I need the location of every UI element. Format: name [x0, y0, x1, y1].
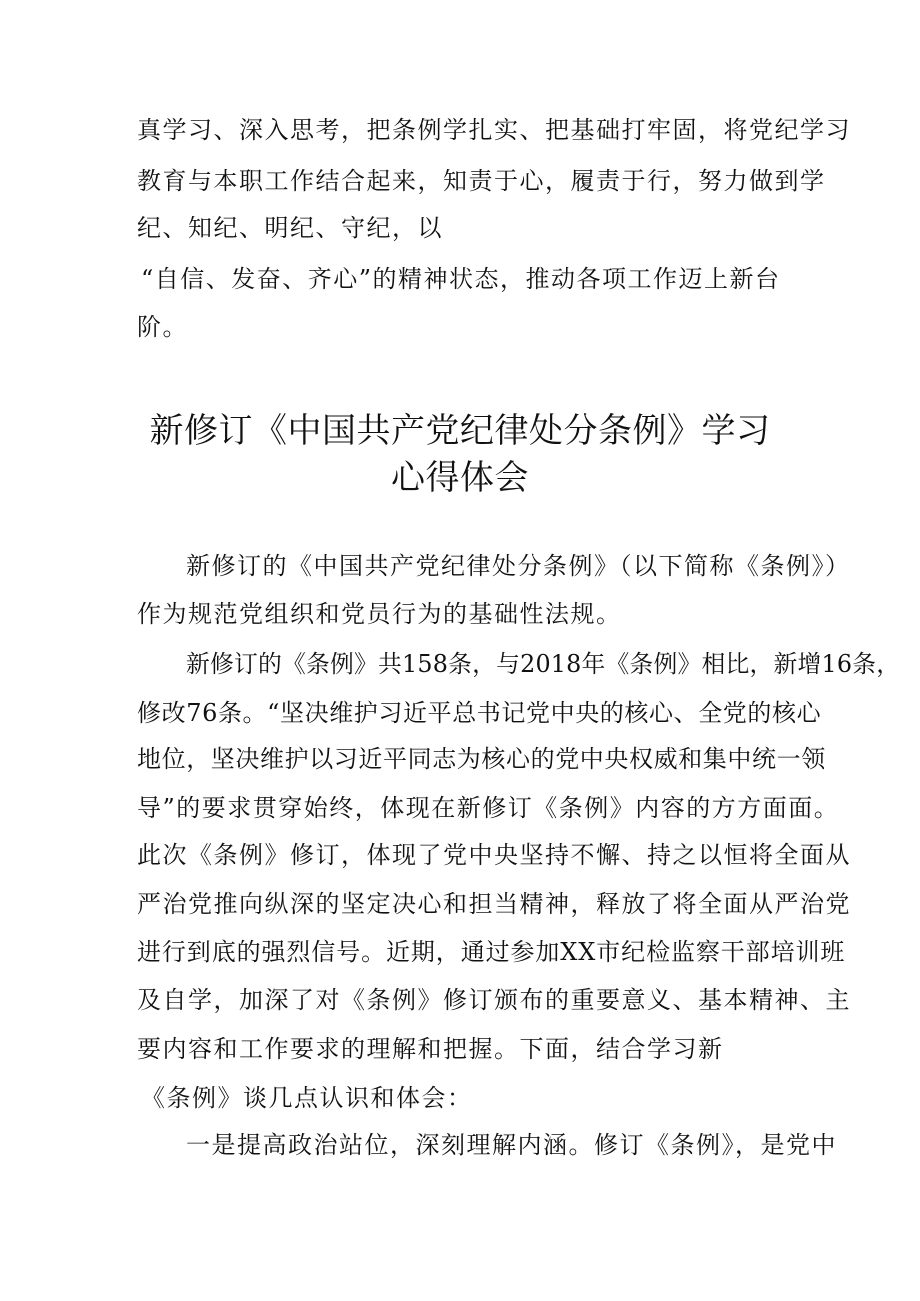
body-line-8: 严治党推向纵深的坚定决心和担当精神，释放了将全面从严治党 [137, 890, 851, 918]
body-line-2: 作为规范党组织和党员行为的基础性法规。 [137, 600, 622, 628]
page-title-line-1: 新修订《中国共产党纪律处分条例》学习 [149, 411, 771, 451]
body-line-12: 《条例》谈几点认识和体会： [141, 1084, 473, 1112]
body-line-11: 要内容和工作要求的理解和把握。下面，结合学习新 [137, 1035, 724, 1063]
body-line-13: 一是提高政治站位，深刻理解内涵。修订《条例》，是党中 [186, 1131, 837, 1159]
intro-line-3: 纪、知纪、明纪、守纪，以 [137, 214, 443, 242]
intro-line-5: 阶。 [137, 313, 188, 341]
body-line-10: 及自学，加深了对《条例》修订颁布的重要意义、基本精神、主 [137, 986, 851, 1014]
body-line-9: 进行到底的强烈信号。近期，通过参加XX市纪检监察干部培训班 [137, 938, 846, 966]
intro-line-4: “自信、发奋、齐心”的精神状态，推动各项工作迈上新台 [141, 265, 781, 293]
body-line-6: 导”的要求贯穿始终，体现在新修订《条例》内容的方方面面。 [137, 794, 840, 822]
body-line-3: 新修订的《条例》共158条，与2018年《条例》相比，新增16条， [186, 650, 901, 678]
body-line-5: 地位，坚决维护以习近平同志为核心的党中央权威和集中统一领 [137, 745, 826, 773]
body-line-1: 新修订的《中国共产党纪律处分条例》（以下简称《条例》） [186, 552, 851, 580]
body-line-7: 此次《条例》修订，体现了党中央坚持不懈、持之以恒将全面从 [137, 841, 851, 869]
intro-line-2: 教育与本职工作结合起来，知责于心，履责于行，努力做到学 [137, 167, 826, 195]
body-line-4: 修改76条。“坚决维护习近平总书记党中央的核心、全党的核心 [137, 699, 822, 727]
intro-line-1: 真学习、深入思考，把条例学扎实、把基础打牢固，将党纪学习 [137, 116, 851, 144]
page-title-line-2: 心得体会 [391, 458, 529, 498]
